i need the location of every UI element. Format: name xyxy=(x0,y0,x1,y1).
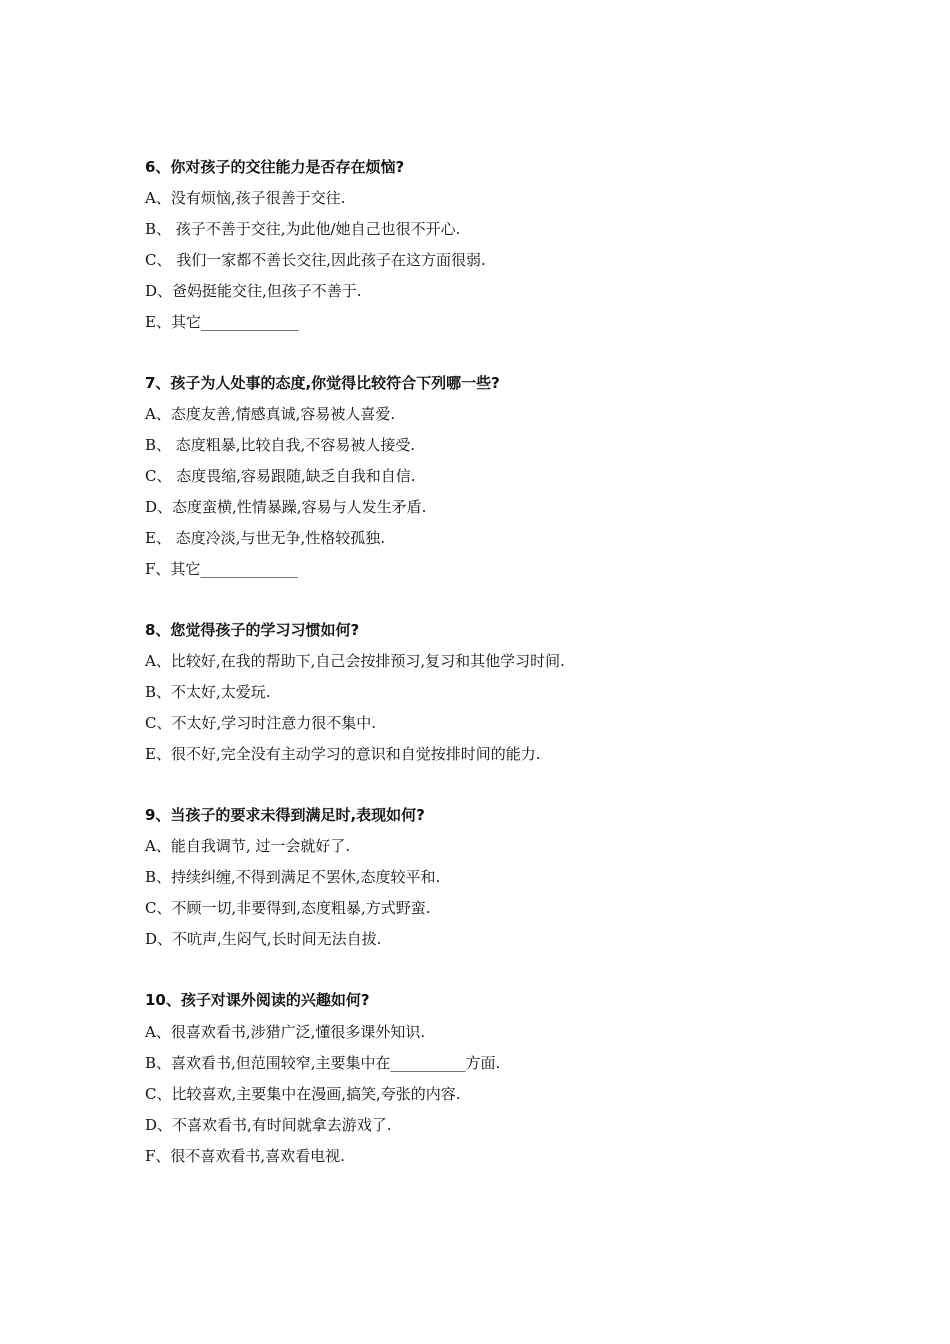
answer-option: F、其它_____________ xyxy=(145,560,298,578)
answer-option: E、其它_____________ xyxy=(145,313,299,331)
answer-option: D、态度蛮横,性情暴躁,容易与人发生矛盾. xyxy=(145,498,427,516)
answer-option: A、能自我调节, 过一会就好了. xyxy=(145,837,351,855)
answer-option: B、持续纠缠,不得到满足不罢休,态度较平和. xyxy=(145,868,441,886)
answer-option: B、 孩子不善于交往,为此他/她自己也很不开心. xyxy=(145,220,461,238)
answer-option: C、不太好,学习时注意力很不集中. xyxy=(145,714,377,732)
answer-option: C、比较喜欢,主要集中在漫画,搞笑,夸张的内容. xyxy=(145,1085,461,1103)
question-title: 6、你对孩子的交往能力是否存在烦恼? xyxy=(145,158,405,176)
answer-option: B、 态度粗暴,比较自我,不容易被人接受. xyxy=(145,436,416,454)
answer-option: E、很不好,完全没有主动学习的意识和自觉按排时间的能力. xyxy=(145,745,541,763)
answer-option: A、没有烦恼,孩子很善于交往. xyxy=(145,189,346,207)
answer-option: C、 我们一家都不善长交往,因此孩子在这方面很弱. xyxy=(145,251,486,269)
question-title: 7、孩子为人处事的态度,你觉得比较符合下列哪一些? xyxy=(145,374,500,392)
question-title: 10、孩子对课外阅读的兴趣如何? xyxy=(145,991,370,1009)
answer-option: A、很喜欢看书,涉猎广泛,懂很多课外知识. xyxy=(145,1023,426,1041)
answer-option: B、不太好,太爱玩. xyxy=(145,683,271,701)
answer-option: B、喜欢看书,但范围较窄,主要集中在__________方面. xyxy=(145,1054,501,1072)
answer-option: E、 态度冷淡,与世无争,性格较孤独. xyxy=(145,529,386,547)
answer-option: D、不吭声,生闷气,长时间无法自拔. xyxy=(145,930,382,948)
answer-option: F、很不喜欢看书,喜欢看电视. xyxy=(145,1147,345,1165)
answer-option: C、不顾一切,非要得到,态度粗暴,方式野蛮. xyxy=(145,899,431,917)
answer-option: A、比较好,在我的帮助下,自己会按排预习,复习和其他学习时间. xyxy=(145,652,565,670)
question-title: 9、当孩子的要求未得到满足时,表现如何? xyxy=(145,806,425,824)
answer-option: D、不喜欢看书,有时间就拿去游戏了. xyxy=(145,1116,392,1134)
answer-option: D、爸妈挺能交往,但孩子不善于. xyxy=(145,282,362,300)
question-title: 8、您觉得孩子的学习习惯如何? xyxy=(145,621,360,639)
answer-option: A、态度友善,情感真诚,容易被人喜爱. xyxy=(145,405,396,423)
answer-option: C、 态度畏缩,容易跟随,缺乏自我和自信. xyxy=(145,467,416,485)
